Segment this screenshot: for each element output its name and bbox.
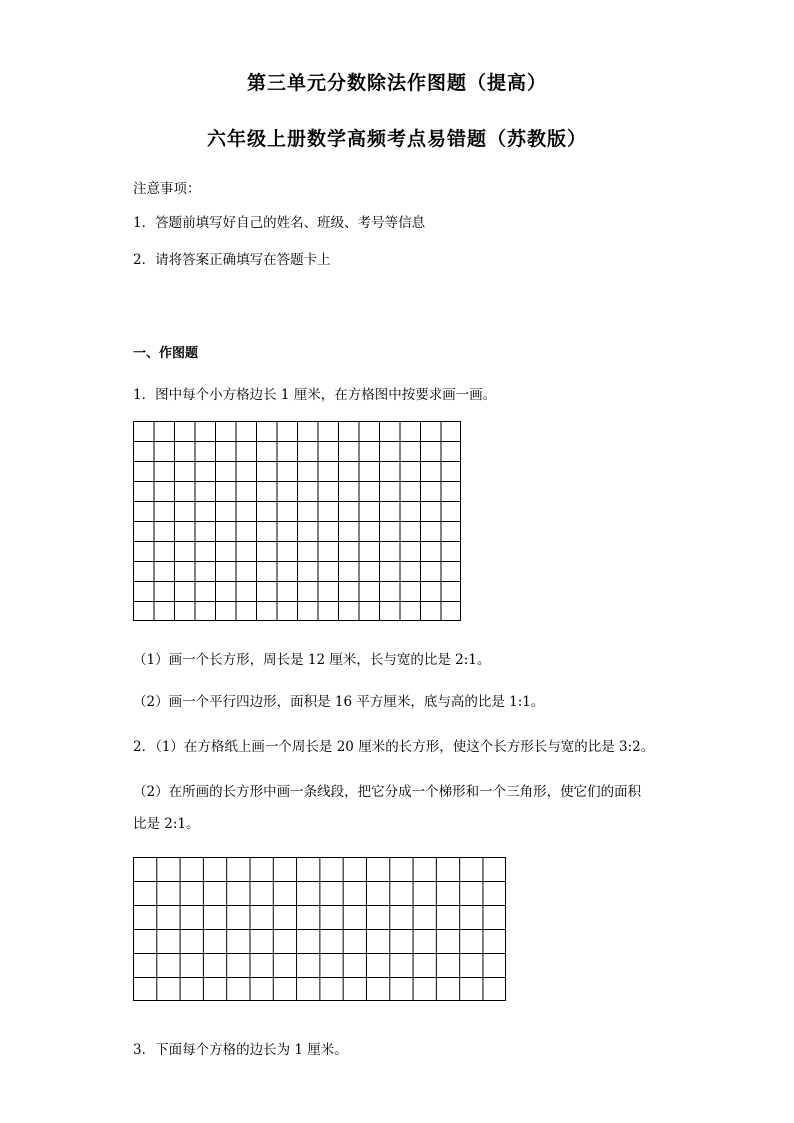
page-title: 第三单元分数除法作图题（提高） [246, 72, 547, 94]
question-2-part-2-line-1: （2）在所画的长方形中画一条线段，把它分成一个梯形和一个三角形，使它们的面积 [133, 784, 642, 800]
page-subtitle: 六年级上册数学高频考点易错题（苏教版） [206, 128, 587, 150]
question-1-part-1: （1）画一个长方形，周长是 12 厘米，长与宽的比是 2:1。 [133, 652, 491, 668]
grid-paper-1 [133, 421, 461, 621]
note-item-1: 1．答题前填写好自己的姓名、班级、考号等信息 [133, 215, 426, 231]
question-1-stem: 1．图中每个小方格边长 1 厘米，在方格图中按要求画一画。 [133, 387, 497, 403]
question-3-stem: 3．下面每个方格的边长为 1 厘米。 [133, 1042, 348, 1058]
section-heading: 一、作图题 [133, 346, 199, 361]
note-item-2: 2．请将答案正确填写在答题卡上 [133, 252, 331, 268]
question-2-part-1: 2．（1）在方格纸上画一个周长是 20 厘米的长方形，使这个长方形长与宽的比是 3:2。 [133, 739, 655, 755]
question-2-part-2-line-2: 比是 2:1。 [133, 816, 200, 832]
grid-paper-2 [133, 857, 506, 1001]
question-1-part-2: （2）画一个平行四边形，面积是 16 平方厘米，底与高的比是 1:1。 [133, 694, 545, 710]
notes-heading: 注意事项： [133, 181, 201, 197]
